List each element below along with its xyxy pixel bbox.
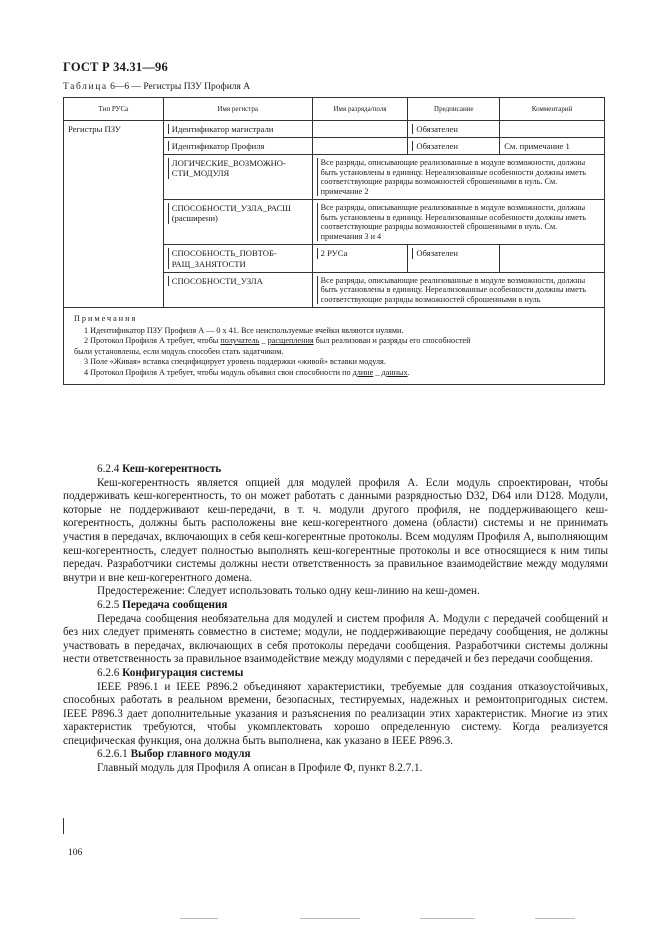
group-label: Регистры ПЗУ bbox=[64, 121, 164, 308]
table-notes bbox=[64, 308, 605, 385]
note-2-continuation: были установлены, если модуль способен стать задатчиком. bbox=[74, 346, 284, 356]
comment: См. примечание 1 bbox=[500, 138, 605, 155]
paragraph: Кеш-когерентность является опцией для модулей профиля А. Если модуль спроектирован, чтобы поддерживать кеш-когерентность, то он может работать с данными разрядностью D32, D64 или D128. Модули, которые не поддерживают кеш-передачи, в т. ч. модули другого профиля, не поддерживающего кеш-когерентность, должны быть расположены вне кеш-когерентного домена (области) системы и не принимать участия в передачах, включающих в себя кеш-когерентные протоколы. Всем модулям Профиля А, выполняющим кеш-когерентность, следует полностью выполнять кеш-когерентные протоколы и все относящиеся к ним типы передач. Разработчики системы должны нести ответственность за правильное взаимодействие между модулями внутри и вне кеш-когерентного домена. bbox=[63, 476, 608, 584]
note-4: 4 Протокол Профиля А требует, чтобы модуль объявил свои способности по длине _ данных. bbox=[84, 367, 410, 377]
scan-artifact bbox=[535, 918, 575, 919]
register-name: Идентификатор магистрали bbox=[163, 121, 312, 138]
register-description: Все разряды, описывающие реализованные в модуле возможности, должны быть установлены в единицу. Нереализованные особенности должны иметь соответствующие разряды возможностей сброшенными в нуль bbox=[312, 272, 604, 308]
scan-artifact bbox=[300, 918, 360, 919]
document-header: ГОСТ Р 34.31—96 bbox=[63, 60, 168, 74]
rom-registers-table bbox=[63, 97, 605, 385]
table-notes-row bbox=[64, 308, 605, 385]
section-heading: 6.2.5 Передача сообщения bbox=[97, 598, 228, 611]
table-header-row bbox=[64, 98, 605, 121]
register-name: ЛОГИЧЕСКИЕ_ВОЗМОЖНО-СТИ_МОДУЛЯ bbox=[163, 155, 312, 200]
comment bbox=[500, 121, 605, 138]
requirement: Обязателен bbox=[408, 245, 500, 272]
section-heading: 6.2.6.1 Выбор главного модуля bbox=[97, 748, 251, 761]
revision-bar bbox=[63, 818, 64, 834]
paragraph: Предостережение: Следует использовать только одну кеш-линию на кеш-домен. bbox=[97, 585, 480, 598]
note-2: 2 Протокол Профиля А требует, чтобы получатель _ расщепления был реализован и разряды его способностей bbox=[84, 336, 471, 346]
table-caption-prefix: Таблица bbox=[63, 82, 108, 92]
scan-artifact bbox=[180, 918, 218, 919]
register-name: СПОСОБНОСТИ_УЗЛА_РАСШ (расширени) bbox=[163, 200, 312, 245]
field-name bbox=[312, 121, 408, 138]
scan-artifact bbox=[420, 918, 475, 919]
paragraph: Передача сообщения необязательна для модулей и систем профиля А. Модули с передачей сообщений и без них следует применять совместно в системе; модули, не поддерживающие передачу сообщения, не должны участвовать в передачах, включающих в себя протоколы передачи сообщения. Разработчики системы должны нести ответственность за правильное взаимодействие между модулями с передачей и без передачи сообщения. bbox=[63, 612, 608, 666]
register-description: Все разряды, описывающие реализованные в модуле возможности, должны быть установлены в единицу. Нереализованные особенности должны иметь соответствующие разряды возможностей сброшенными в нуль. См. примечания 3 и 4 bbox=[312, 200, 604, 245]
note-3: 3 Поле «Живая» вставка специфицирует уровень поддержки «живой» вставки модуля. bbox=[84, 357, 386, 367]
notes-title: Примечания bbox=[74, 314, 138, 324]
col-header-field-name: Имя разряда/поля bbox=[312, 98, 408, 121]
comment bbox=[500, 245, 605, 272]
body-text bbox=[63, 463, 608, 776]
col-header-register-name: Имя регистра bbox=[163, 98, 312, 121]
section-heading: 6.2.4 Кеш-когерентность bbox=[97, 463, 222, 475]
register-name: СПОСОБНОСТЬ_ПОВТОБ-РАЩ_ЗАНЯТОСТИ bbox=[163, 245, 312, 272]
col-header-comment: Комментарий bbox=[500, 98, 605, 121]
register-name: Идентификатор Профиля bbox=[163, 138, 312, 155]
col-header-rus-type: Тип РУСа bbox=[64, 98, 164, 121]
paragraph: IEEE P896.1 и IEEE P896.2 объединяют характеристики, требуемые для создания отказоустойчивых, способных работать в реальном времени, безопасных, тестируемых, надежных и ремонтопригодных систем. IEEE P896.3 дает дополнительные указания и разъяснения по реализации этих характеристик. Многие из этих характеристик требуются, чтобы укомплектовать хорошо определенную систему. Когда реализуется специфическая функция, она должна быть выполнена, как указано в IEEE P896.3. bbox=[63, 680, 608, 747]
requirement: Обязателен bbox=[408, 121, 500, 138]
table-caption bbox=[63, 82, 250, 92]
register-name: СПОСОБНОСТИ_УЗЛА bbox=[163, 272, 312, 308]
page-number: 106 bbox=[68, 848, 83, 858]
paragraph: Главный модуль для Профиля А описан в Профиле Ф, пункт 8.2.7.1. bbox=[97, 762, 423, 775]
table-caption-text: 6—6 — Регистры ПЗУ Профиля А bbox=[107, 82, 251, 92]
requirement: Обязателен bbox=[408, 138, 500, 155]
register-description: Все разряды, описывающие реализованные в модуле возможности, должны быть установлены в единицу. Нереализованные особенности должны иметь соответствующие разряды возможностей сброшенными в нуль. См. примечание 2 bbox=[312, 155, 604, 200]
note-1: 1 Идентификатор ПЗУ Профиля А — 0 x 41. Все неиспользуемые ячейки являются нулями. bbox=[84, 325, 404, 335]
col-header-requirement: Предписание bbox=[408, 98, 500, 121]
table-row bbox=[64, 121, 605, 138]
field-name bbox=[312, 138, 408, 155]
field-name: 2 РУСа bbox=[312, 245, 408, 272]
section-heading: 6.2.6 Конфигурация системы bbox=[97, 666, 244, 679]
